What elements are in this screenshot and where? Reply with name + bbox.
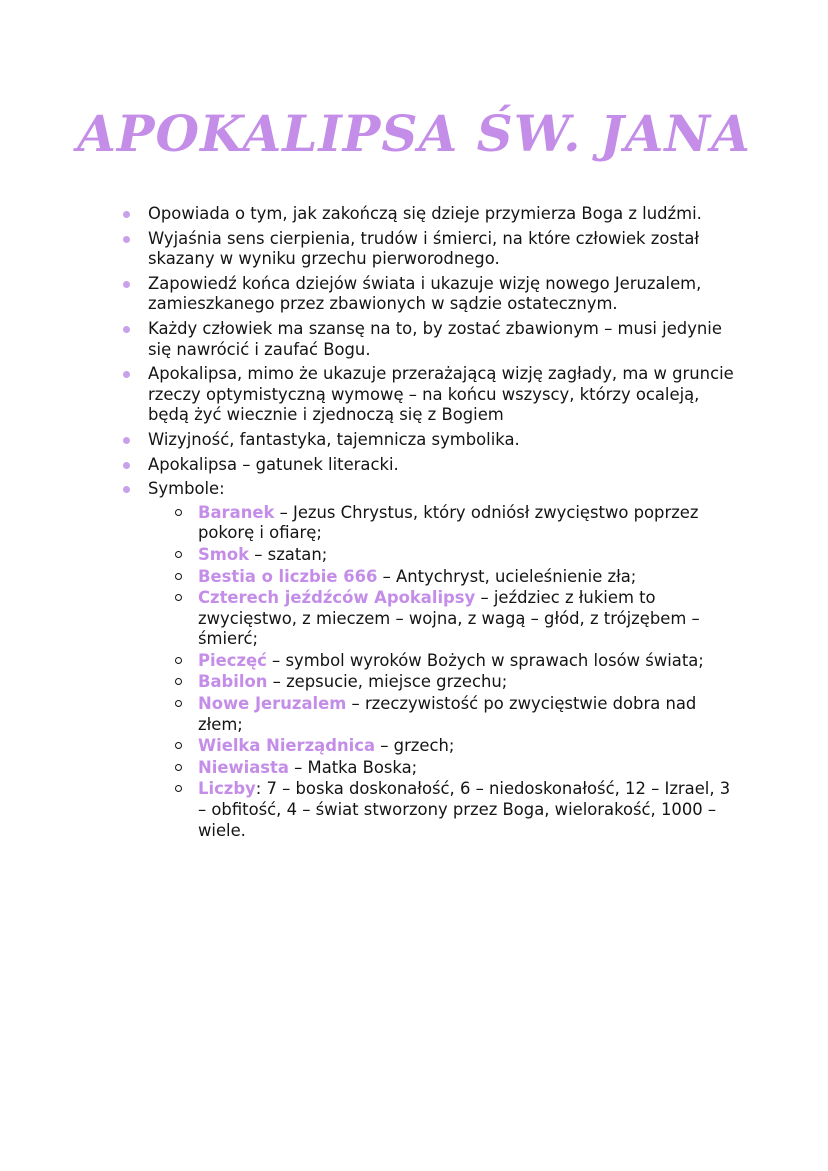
symbol-term: Pieczęć: [198, 650, 267, 670]
symbol-item: [148, 567, 740, 588]
symbol-description: – jeździec z łukiem to zwycięstwo, z mieczem – wojna, z wagą – głód, z trójzębem – śmierć;: [198, 588, 700, 649]
list-item-symbols: [120, 479, 740, 841]
hollow-circle-bullet-icon: [175, 594, 182, 601]
list-item-text: Wyjaśnia sens cierpienia, trudów i śmierci, na które człowiek został skazany w wyniku grzechu pierworodnego.: [148, 228, 700, 269]
bullet-dot-icon: [123, 437, 130, 444]
symbol-item: [148, 545, 740, 566]
bullet-dot-icon: [123, 486, 130, 493]
list-item: [120, 319, 740, 360]
hollow-circle-bullet-icon: [175, 785, 182, 792]
symbol-description: – szatan;: [249, 544, 328, 564]
symbol-description: – Jezus Chrystus, który odniósł zwycięstwo poprzez pokorę i ofiarę;: [198, 502, 699, 543]
hollow-circle-bullet-icon: [175, 551, 182, 558]
hollow-circle-bullet-icon: [175, 657, 182, 664]
symbol-item: [148, 672, 740, 693]
list-item-text: Opowiada o tym, jak zakończą się dzieje przymierza Boga z ludźmi.: [148, 204, 702, 223]
list-item-text: Apokalipsa, mimo że ukazuje przerażającą wizję zagłady, ma w gruncie rzeczy optymistyczną wymowę – na końcu wszyscy, którzy ocaleją, będą żyć wiecznie i zjednoczą się z Bogiem: [148, 364, 734, 425]
symbol-description: – zepsucie, miejsce grzechu;: [267, 672, 508, 692]
main-bullet-list: [120, 204, 740, 841]
symbol-term: Bestia o liczbie 666: [198, 566, 378, 586]
symbol-term: Wielka Nierządnica: [198, 736, 376, 756]
bullet-dot-icon: [123, 211, 130, 218]
list-item: [120, 430, 740, 451]
symbols-heading: Symbole:: [148, 479, 225, 499]
list-item: [120, 229, 740, 270]
hollow-circle-bullet-icon: [175, 742, 182, 749]
symbol-item: [148, 758, 740, 779]
hollow-circle-bullet-icon: [175, 764, 182, 771]
symbol-term: Smok: [198, 544, 250, 564]
list-item: [120, 204, 740, 225]
page-title: APOKALIPSA ŚW. JANA: [77, 104, 751, 163]
symbol-term: Nowe Jeruzalem: [198, 694, 347, 714]
symbol-term: Niewiasta: [198, 757, 289, 777]
list-item: [120, 364, 740, 426]
symbol-term: Baranek: [198, 502, 275, 522]
symbol-term: Czterech jeźdźców Apokalipsy: [198, 588, 476, 608]
symbol-term: Babilon: [198, 672, 268, 692]
symbol-term: Liczby: [198, 779, 256, 799]
list-item-text: Każdy człowiek ma szansę na to, by zostać zbawionym – musi jedynie się nawrócić i zaufać Bogu.: [148, 318, 722, 359]
list-item-text: Apokalipsa – gatunek literacki.: [148, 454, 399, 474]
symbol-description: : 7 – boska doskonałość, 6 – niedoskonałość, 12 – Izrael, 3 – obfitość, 4 – świat stworzony przez Boga, wielorakość, 1000 – wiele.: [198, 779, 731, 840]
hollow-circle-bullet-icon: [175, 573, 182, 580]
notes-body: [120, 204, 740, 845]
symbol-item: [148, 736, 740, 757]
symbol-description: – Antychryst, ucieleśnienie zła;: [377, 566, 637, 586]
list-item: [120, 274, 740, 315]
bullet-dot-icon: [123, 236, 130, 243]
bullet-dot-icon: [123, 462, 130, 469]
list-item-text: Zapowiedź końca dziejów świata i ukazuje wizję nowego Jeruzalem, zamieszkanego przez zbawionych w sądzie ostatecznym.: [148, 273, 702, 314]
bullet-dot-icon: [123, 326, 130, 333]
symbol-item: [148, 503, 740, 544]
list-item: [120, 455, 740, 476]
symbols-list: [148, 503, 740, 842]
symbol-item: [148, 694, 740, 735]
bullet-dot-icon: [123, 371, 130, 378]
symbol-item: [148, 651, 740, 672]
symbol-description: – grzech;: [375, 736, 455, 756]
symbol-description: – rzeczywistość po zwycięstwie dobra nad złem;: [198, 694, 697, 734]
hollow-circle-bullet-icon: [175, 700, 182, 707]
bullet-dot-icon: [123, 281, 130, 288]
hollow-circle-bullet-icon: [175, 509, 182, 516]
hollow-circle-bullet-icon: [175, 678, 182, 685]
symbol-description: – Matka Boska;: [288, 757, 418, 777]
symbol-item: [148, 588, 740, 650]
symbol-item: [148, 779, 740, 841]
symbol-description: – symbol wyroków Bożych w sprawach losów świata;: [266, 650, 704, 670]
list-item-text: Wizyjność, fantastyka, tajemnicza symbolika.: [148, 429, 520, 449]
